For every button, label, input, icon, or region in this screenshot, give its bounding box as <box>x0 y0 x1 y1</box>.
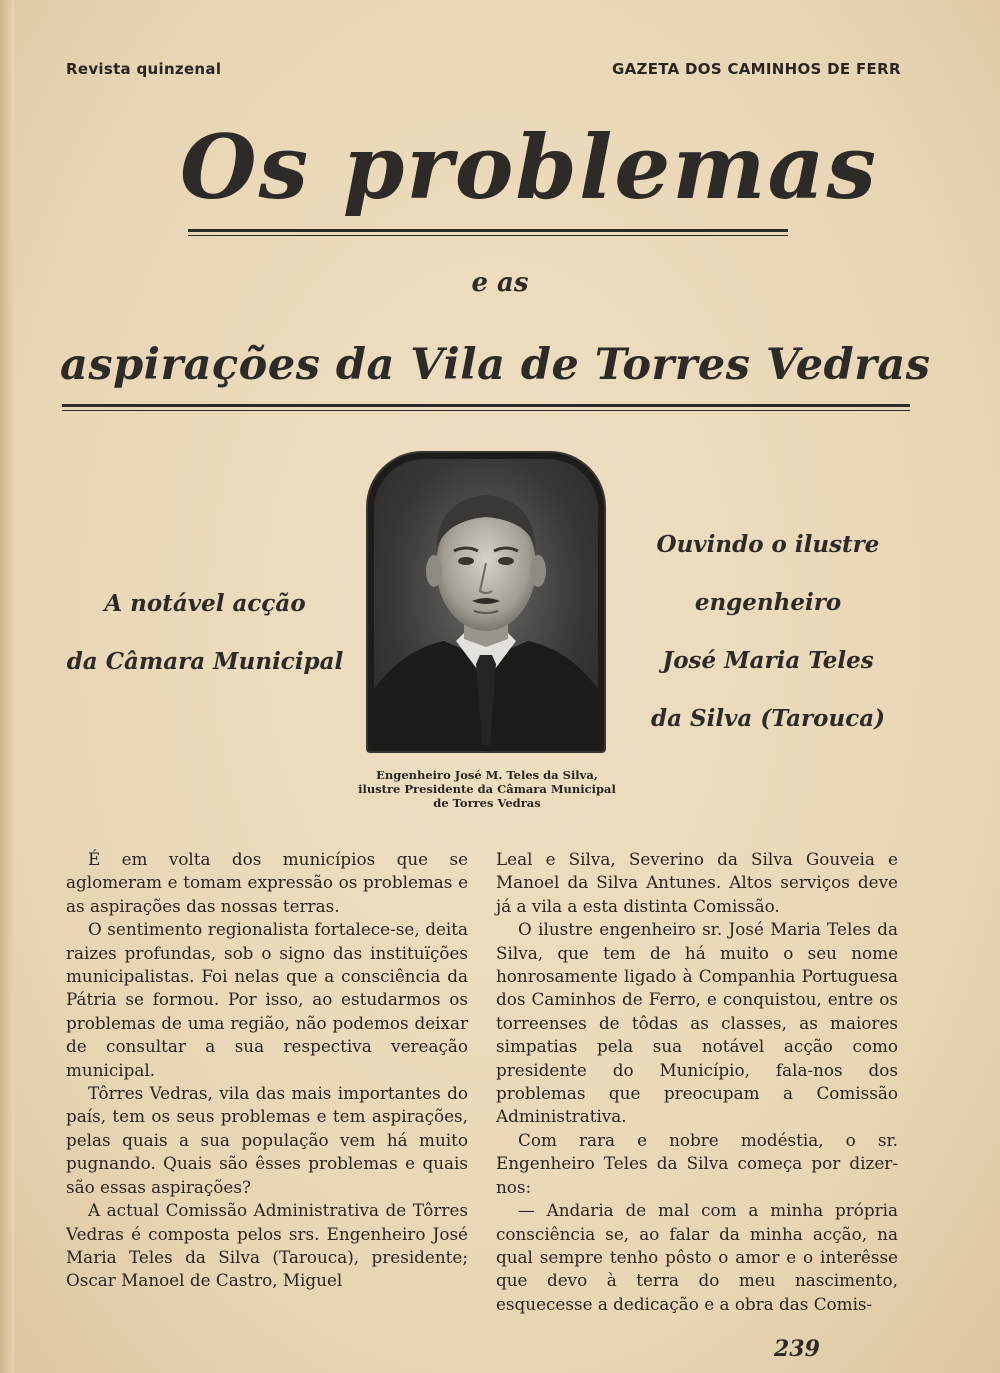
paragraph: Leal e Silva, Severino da Silva Gouveia e Manoel da Silva Antunes. Altos serviços deve já a vila a esta distinta Comissão. <box>496 849 898 916</box>
paragraph: Com rara e nobre modéstia, o sr. Engenheiro Teles da Silva começa por dizer-nos: <box>496 1129 898 1197</box>
body-column-right <box>496 848 898 1316</box>
title-rule-top <box>188 229 788 232</box>
deck-right-line: José Maria Teles <box>662 647 874 674</box>
secondary-rule-top <box>62 404 910 407</box>
page-edge-shadow <box>0 0 14 1373</box>
caption-line: Engenheiro José M. Teles da Silva, <box>376 768 598 782</box>
secondary-title: aspirações da Vila de Torres Vedras <box>60 340 931 390</box>
caption-line: de Torres Vedras <box>433 796 541 810</box>
header-left: Revista quinzenal <box>66 60 222 78</box>
title-rule-bottom <box>188 235 788 236</box>
caption-line: ilustre Presidente da Câmara Municipal <box>358 782 616 796</box>
portrait-frame <box>368 453 604 751</box>
main-title: Os problemas <box>180 115 879 219</box>
paragraph: É em volta dos municípios que se aglomeram e tomam expressão os problemas e as aspirações das nossas terras. <box>66 849 468 916</box>
photo-caption <box>352 768 622 810</box>
paragraph: Tôrres Vedras, vila das mais importantes do país, tem os seus problemas e tem aspirações, pelas quais a sua população vem há muito pugnando. Quais são êsses problemas e quais são essas aspirações? <box>66 1083 468 1197</box>
deck-right <box>628 516 908 748</box>
deck-left-line: A notável acção <box>104 590 306 617</box>
deck-left-line: da Câmara Municipal <box>66 648 344 675</box>
paragraph: A actual Comissão Administrativa de Tôrres Vedras é composta pelos srs. Engenheiro José Maria Teles da Silva (Tarouca), presidente; Oscar Manoel de Castro, Miguel <box>66 1200 468 1291</box>
portrait-illustration <box>374 459 598 745</box>
paragraph: O sentimento regionalista fortalece-se, deita raizes profundas, sob o signo das instituïções municipalistas. Foi nelas que a consciência da Pátria se formou. Por isso, ao estudarmos os problemas de uma região, não podemos deixar de consultar a sua respectiva vereação municipal. <box>66 919 468 1080</box>
title-connector: e as <box>471 268 529 298</box>
deck-right-line: da Silva (Tarouca) <box>650 705 886 732</box>
deck-left <box>60 575 350 691</box>
deck-right-line: Ouvindo o ilustre <box>656 531 880 558</box>
paragraph: — Andaria de mal com a minha própria consciência se, ao falar da minha acção, na qual sempre tenho pôsto o amor e o interêsse que devo à terra do meu nascimento, esquecesse a dedicação e a obra das Comis- <box>496 1200 898 1314</box>
header-right: GAZETA DOS CAMINHOS DE FERR <box>612 60 901 78</box>
body-column-left <box>66 848 468 1293</box>
page-number: 239 <box>774 1336 820 1362</box>
secondary-rule-bottom <box>62 410 910 411</box>
deck-right-line: engenheiro <box>694 589 842 616</box>
paragraph: O ilustre engenheiro sr. José Maria Teles da Silva, que tem de há muito o seu nome honrosamente ligado à Companhia Portuguesa dos Caminhos de Ferro, e conquistou, entre os torreenses de tôdas as classes, as maiores simpatias pela sua notável acção como presidente do Município, fala-nos dos problemas que preocupam a Comissão Administrativa. <box>496 919 898 1127</box>
portrait-photo <box>374 459 598 745</box>
